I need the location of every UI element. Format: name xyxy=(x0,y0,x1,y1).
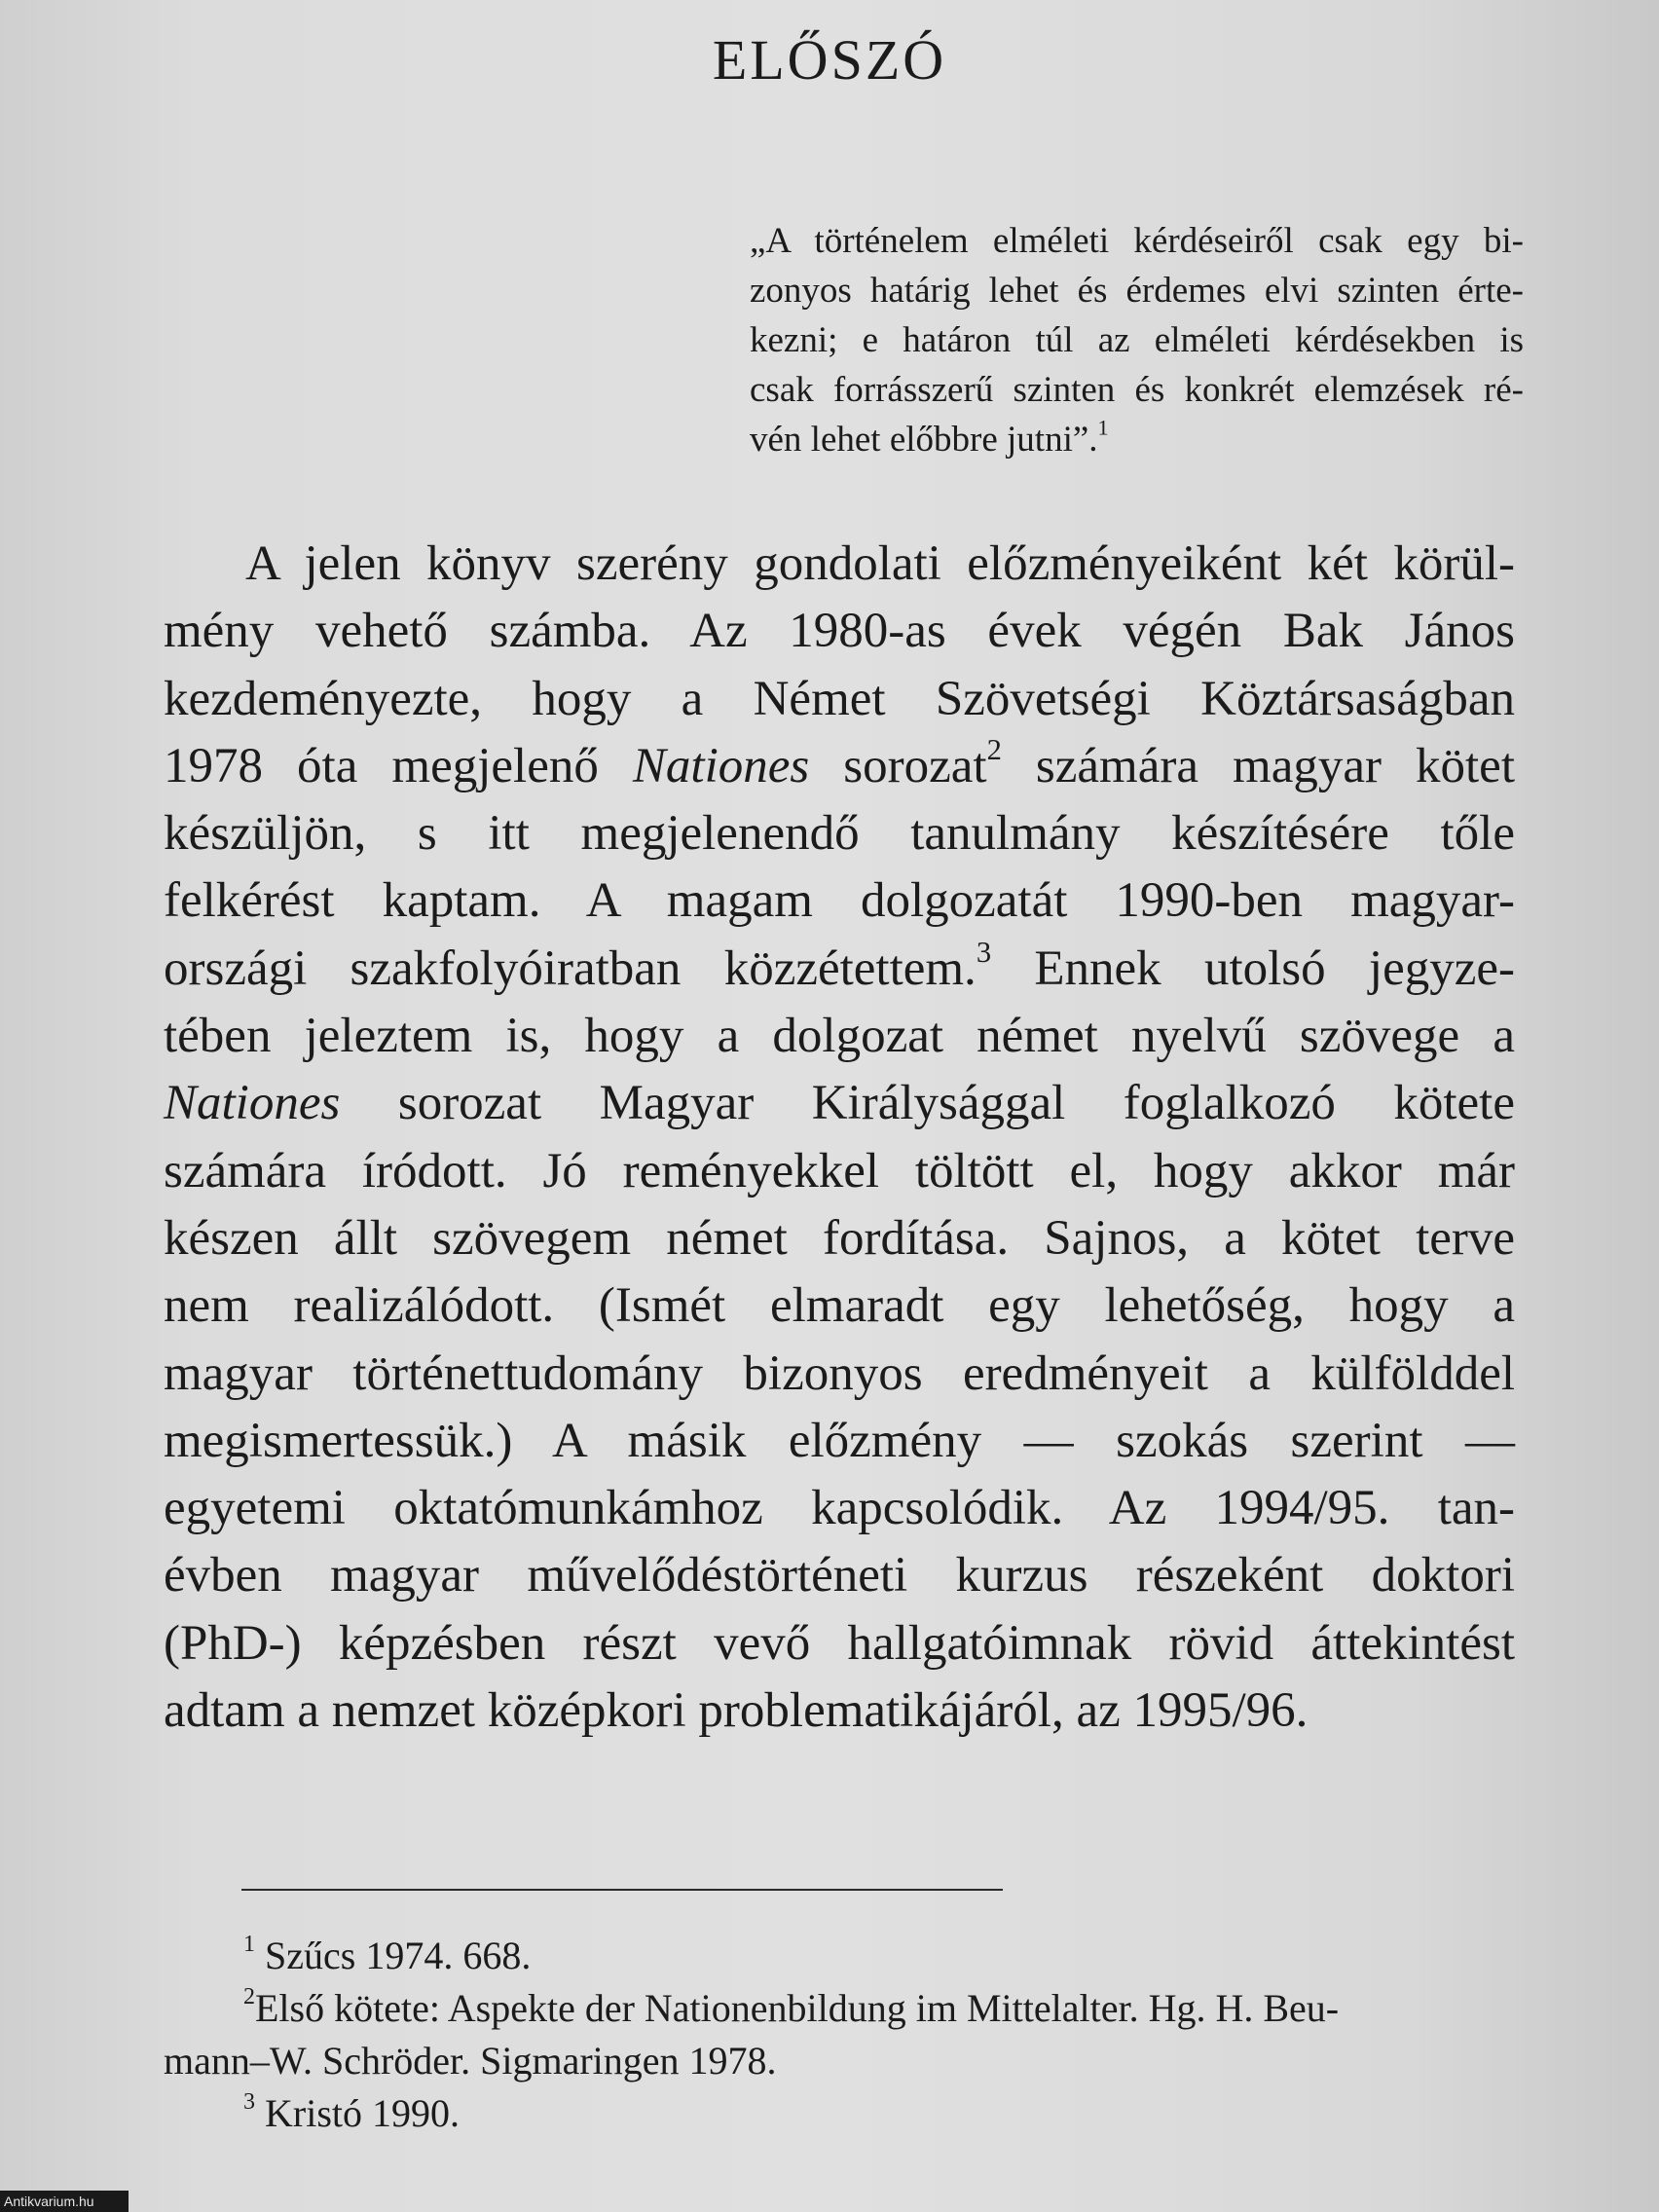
footnote-2-continued: mann–W. Schröder. Sigmaringen 1978. xyxy=(164,2039,777,2083)
text-line xyxy=(164,733,1515,800)
text-line: mény vehető számba. Az 1980-as évek végén Bak János xyxy=(164,604,1515,659)
body-paragraph xyxy=(164,531,1515,1745)
footnote-text: Szűcs 1974. 668. xyxy=(255,1934,532,1977)
text-line xyxy=(164,936,1515,1003)
footnote-1 xyxy=(164,1930,1515,1982)
footnote-3 xyxy=(164,2087,1515,2140)
footnote-ref: 1 xyxy=(1097,415,1109,440)
footnote-text: Első kötete: Aspekte der Nationenbildung im Mittelalter. Hg. H. Beu- xyxy=(255,1986,1340,2030)
text-line: számára íródott. Jó reményekkel töltött el, hogy akkor már xyxy=(164,1143,1515,1198)
text-line: készen állt szövegem német fordítása. Sajnos, a kötet terve xyxy=(164,1210,1515,1266)
footnote-number: 1 xyxy=(243,1932,255,1957)
footnote-text: Kristó 1990. xyxy=(255,2091,460,2135)
text-line: adtam a nemzet középkori problematikájáról, az 1995/96. xyxy=(164,1683,1309,1739)
epigraph-line-text: vén lehet előbbre jutni”. xyxy=(750,420,1098,460)
footnote-ref: 2 xyxy=(986,732,1002,766)
footnote-divider xyxy=(241,1889,1003,1891)
epigraph-line: kezni; e határon túl az elméleti kérdésekben is xyxy=(750,320,1524,360)
text-line: egyetemi oktatómunkámhoz kapcsolódik. Az 1994/95. tan- xyxy=(164,1481,1515,1536)
text-line: nem realizálódott. (Ismét elmaradt egy lehetőség, hogy a xyxy=(164,1278,1515,1334)
epigraph-line: zonyos határig lehet és érdemes elvi szinten érte- xyxy=(750,271,1524,311)
text-line: kezdeményezte, hogy a Német Szövetségi Köztársaságban xyxy=(164,671,1515,726)
text-run: Ennek utolsó jegyze- xyxy=(991,940,1515,996)
text-line: évben magyar művelődéstörténeti kurzus részeként doktori xyxy=(164,1548,1515,1604)
watermark-label: Antikvarium.hu xyxy=(0,2191,129,2212)
text-run: számára magyar kötet xyxy=(1001,738,1515,793)
epigraph-line xyxy=(750,415,1524,464)
footnote-number: 2 xyxy=(243,1984,255,2009)
text-line: magyar történettudomány bizonyos eredményeit a külfölddel xyxy=(164,1346,1515,1401)
text-line: felkérést kaptam. A magam dolgozatát 1990-ben magyar- xyxy=(164,873,1515,929)
text-run: országi szakfolyóiratban közzétettem. xyxy=(164,940,977,996)
text-line: megismertessük.) A másik előzmény — szokás szerint — xyxy=(164,1413,1515,1468)
epigraph-line: csak forrásszerű szinten és konkrét elemzések ré- xyxy=(750,370,1524,410)
text-run: 1978 óta megjelenő xyxy=(164,738,633,793)
footnote-ref: 3 xyxy=(976,935,992,969)
text-run: sorozat xyxy=(809,738,987,793)
epigraph-line: „A történelem elméleti kérdéseiről csak egy bi- xyxy=(750,221,1524,261)
text-run: sorozat Magyar Királysággal foglalkozó kötete xyxy=(340,1076,1515,1131)
page-title: ELŐSZÓ xyxy=(712,28,947,92)
text-line: tében jeleztem is, hogy a dolgozat német nyelvű szövege a xyxy=(164,1009,1515,1064)
text-line: készüljön, s itt megjelenendő tanulmány készítésére tőle xyxy=(164,806,1515,862)
text-line: (PhD-) képzésben részt vevő hallgatóimnak rövid áttekintést xyxy=(164,1615,1515,1671)
text-line xyxy=(164,1070,1515,1137)
epigraph-quote xyxy=(750,216,1524,464)
text-line: A jelen könyv szerény gondolati előzményeiként két körül- xyxy=(245,536,1515,591)
series-title-italic: Nationes xyxy=(164,1076,341,1131)
footnote-2 xyxy=(164,1982,1515,2035)
series-title-italic: Nationes xyxy=(632,738,810,793)
footnotes xyxy=(164,1930,1515,2140)
footnote-number: 3 xyxy=(243,2089,255,2115)
